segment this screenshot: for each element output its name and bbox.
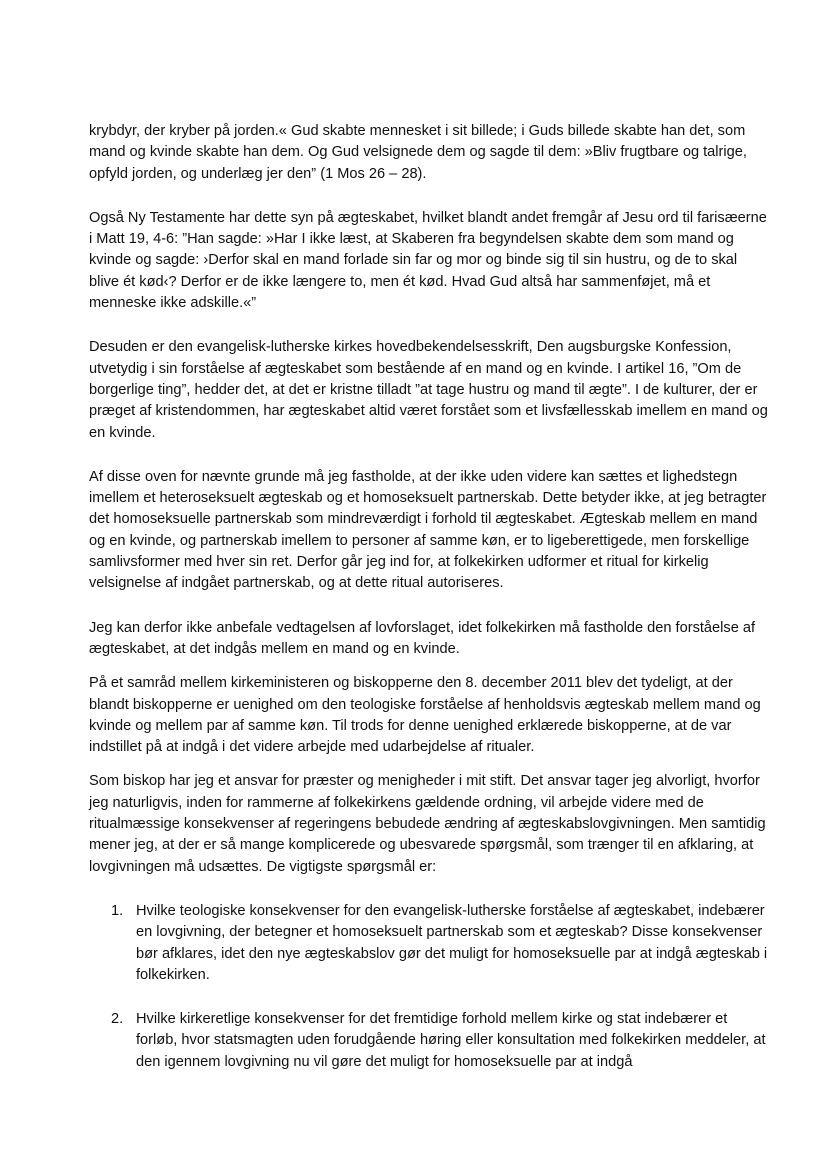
paragraph-partnership-view: Af disse oven for nævnte grunde må jeg fastholde, at der ikke uden videre kan sættes et lighedstegn imellem et heteroseksuelt ægteskab og et homoseksuelt partnerskab. Dette betyder ikke, at jeg betragter det homoseksuelle partnerskab som mindreværdigt i forhold til ægteskabet. Ægteskab mellem en mand og en kvinde, og partnerskab imellem to personer af samme køn, er to ligeberettigede, men forskellige samlivsformer med hver sin ret. Derfor går jeg ind for, at folkekirken udformer et ritual for kirkelig velsignelse af indgået partnerskab, og at dette ritual autoriseres. — [89, 468, 767, 592]
document-page — [89, 121, 769, 1096]
list-item-number: 1. — [111, 902, 124, 919]
list-item — [89, 1009, 769, 1073]
list-item-text: Hvilke kirkeretlige konsekvenser for det fremtidige forhold mellem kirke og stat indebærer et forløb, hvor statsmagten uden forudgående høring eller konsultation med folkekirken meddeler, at den igennem lovgivning nu vil gøre det muligt for homoseksuelle par at indgå — [136, 1011, 766, 1070]
questions-list — [89, 901, 769, 1073]
paragraph-genesis-quote: krybdyr, der kryber på jorden.« Gud skabte mennesket i sit billede; i Guds billede skabte han det, som mand og kvinde skabte han dem. Og Gud velsignede dem og sagde til dem: »Bliv frugtbare og talrige, opfyld jorden, og underlæg jer den” (1 Mos 26 – 28). — [89, 123, 747, 182]
paragraph-augsburg-confession: Desuden er den evangelisk-lutherske kirkes hovedbekendelsesskrift, Den augsburgske Konfession, utvetydig i sin forståelse af ægteskabet som bestående af en mand og en kvinde. I artikel 16, ”Om de borgerlige ting”, hedder det, at det er kristne tilladt ”at tage hustru og mand til ægte”. I de kulturer, der er præget af kristendommen, har ægteskabet altid været forstået som et livsfællesskab imellem en mand og en kvinde. — [89, 339, 768, 441]
list-item-text: Hvilke teologiske konsekvenser for den evangelisk-lutherske forståelse af ægteskabet, indebærer en lovgivning, der betegner et homoseksuelt partnerskab som et ægteskab? Disse konsekvenser bør afklares, idet den nye ægteskabslov gør det muligt for homoseksuelle par at indgå ægteskab i folkekirken. — [136, 902, 768, 983]
paragraph-bishop-responsibility: Som biskop har jeg et ansvar for præster og menigheder i mit stift. Det ansvar tager jeg alvorligt, hvorfor jeg naturligvis, inden for rammerne af folkekirkens gældende ordning, vil arbejde videre med de ritualmæssige konsekvenser af regeringens bebudede ændring af ægteskabslovgivningen. Men samtidig mener jeg, at der er så mange komplicerede og ubesvarede spørgsmål, som trænger til en afklaring, at lovgivningen må udsættes. De vigtigste spørgsmål er: — [89, 773, 766, 875]
list-item-number: 2. — [111, 1011, 124, 1028]
paragraph-new-testament: Også Ny Testamente har dette syn på ægteskabet, hvilket blandt andet fremgår af Jesu ord til farisæerne i Matt 19, 4-6: ”Han sagde: »Har I ikke læst, at Skaberen fra begyndelsen skabte dem som mand og kvinde og sagde: ›Derfor skal en mand forlade sin far og mor og binde sig til sin hustru, og de to skal blive ét kød‹? Derfor er de ikke længere to, men ét kød. Hvad Gud altså har sammenføjet, må et menneske ikke adskille.«” — [89, 209, 767, 312]
paragraph-bishops-meeting: På et samråd mellem kirkeministeren og biskopperne den 8. december 2011 blev det tydeligt, at der blandt biskopperne er uenighed om den teologiske forståelse af henholdsvis ægteskab mellem mand og kvinde og mellem par af samme køn. Til trods for denne uenighed erklærede biskopperne, at de var indstillet på at indgå i det videre arbejde med udarbejdelse af ritualer. — [89, 675, 761, 756]
list-item — [89, 901, 769, 986]
paragraph-recommendation: Jeg kan derfor ikke anbefale vedtagelsen af lovforslaget, idet folkekirken må fastholde den forståelse af ægteskabet, at det indgås mellem en mand og en kvinde. — [89, 619, 756, 657]
